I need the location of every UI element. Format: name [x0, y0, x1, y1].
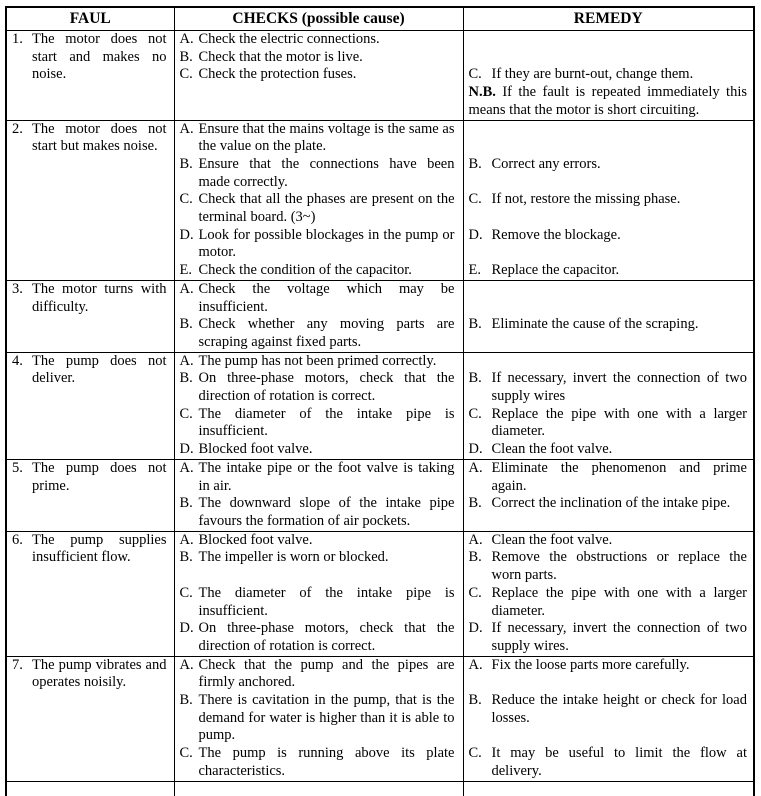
remedy-text: If they are burnt-out, change them. — [491, 66, 694, 83]
table-row — [7, 120, 753, 280]
check-cell — [175, 49, 464, 67]
remedy-label: D. — [468, 226, 483, 243]
check-cell — [175, 782, 464, 796]
check-item — [180, 66, 455, 84]
remedy-item — [469, 66, 748, 84]
check-remedy-pair — [175, 316, 754, 351]
check-cell — [175, 532, 464, 550]
nb-text: If the fault is repeated immediately this means that the motor is short circuiting. — [468, 84, 747, 118]
check-cell — [175, 156, 464, 191]
remedy-text: Correct the inclination of the intake pipe. — [491, 495, 731, 512]
check-item — [180, 316, 455, 351]
remedy-item — [469, 262, 748, 280]
remedy-cell — [464, 657, 754, 692]
fault-item — [12, 31, 167, 84]
check-cell — [175, 441, 464, 459]
check-item — [180, 262, 455, 280]
remedy-cell — [464, 121, 754, 156]
check-item — [180, 353, 455, 371]
check-remedy-pair — [175, 156, 754, 191]
remedy-text: If necessary, invert the connection of two supply wires — [491, 370, 747, 405]
fault-item — [12, 532, 167, 567]
check-remedy-pair — [175, 549, 754, 584]
check-cell — [175, 370, 464, 405]
remedy-item — [469, 441, 748, 459]
header-checks-column: CHECKS (possible cause) — [175, 8, 464, 30]
check-cell — [175, 549, 464, 584]
fault-text: The motor does not start but makes noise. — [32, 120, 167, 155]
remedy-item — [469, 620, 748, 655]
checks-remedy-pairs — [175, 281, 754, 352]
check-item — [180, 406, 455, 441]
troubleshooting-table — [5, 6, 755, 796]
remedy-cell — [464, 227, 754, 262]
fault-item — [12, 353, 167, 388]
remedy-label: E. — [468, 262, 481, 279]
check-cell — [175, 84, 464, 119]
remedy-cell — [464, 549, 754, 584]
check-item — [180, 191, 455, 226]
remedy-label: A. — [468, 656, 483, 673]
check-text: Check whether any moving parts are scraping against fixed parts. — [198, 316, 455, 350]
fault-item — [12, 460, 167, 495]
remedy-cell — [464, 460, 754, 495]
remedy-cell — [464, 495, 754, 530]
check-item — [180, 49, 455, 67]
check-remedy-pair — [175, 227, 754, 262]
fault-number: 3. — [12, 280, 23, 297]
fault-text: The pump supplies insufficient flow. — [32, 531, 167, 566]
remedy-cell — [464, 692, 754, 745]
fault-number: 2. — [12, 120, 23, 137]
check-remedy-pair — [175, 657, 754, 692]
check-text: Blocked foot valve. — [198, 531, 313, 548]
checks-remedy-pairs — [175, 353, 754, 459]
check-label: B. — [179, 549, 193, 566]
check-text: Check that all the phases are present on the terminal board. (3~) — [198, 191, 455, 226]
check-label: D. — [179, 620, 194, 637]
check-cell — [175, 353, 464, 371]
fault-number: 7. — [12, 656, 23, 673]
check-text: The intake pipe or the foot valve is taking in air. — [198, 459, 455, 494]
check-text: The pump has not been primed correctly. — [198, 352, 437, 369]
fault-text: The motor does not start and makes no noise. — [32, 31, 167, 83]
check-cell — [175, 316, 464, 351]
check-cell — [175, 31, 464, 49]
remedy-text: Clean the foot valve. — [491, 441, 613, 458]
remedy-item — [469, 549, 748, 584]
remedy-cell — [464, 281, 754, 316]
check-cell — [175, 262, 464, 280]
remedy-text: Fix the loose parts more carefully. — [491, 656, 690, 673]
remedy-label: A. — [468, 459, 483, 476]
check-item — [180, 532, 455, 550]
check-label: A. — [179, 120, 194, 137]
fault-item — [12, 281, 167, 316]
remedy-cell — [464, 49, 754, 67]
fault-cell — [7, 281, 175, 352]
check-remedy-pair — [175, 191, 754, 226]
remedy-cell — [464, 66, 754, 84]
check-remedy-pair — [175, 353, 754, 371]
remedy-label: D. — [468, 441, 483, 458]
check-text: The downward slope of the intake pipe favours the formation of air pockets. — [198, 495, 455, 529]
check-label: C. — [179, 66, 193, 83]
fault-number: 4. — [12, 352, 23, 369]
check-cell — [175, 121, 464, 156]
check-cell — [175, 745, 464, 780]
remedy-item — [469, 460, 748, 495]
check-item — [180, 460, 455, 495]
remedy-item — [469, 495, 748, 513]
check-label: A. — [179, 280, 194, 297]
remedy-label: C. — [468, 745, 482, 762]
check-cell — [175, 66, 464, 84]
remedy-cell — [464, 370, 754, 405]
check-remedy-pair — [175, 620, 754, 655]
remedy-item — [469, 191, 748, 209]
check-remedy-pair — [175, 406, 754, 441]
remedy-item — [469, 585, 748, 620]
remedy-cell — [464, 620, 754, 655]
table-row — [7, 656, 753, 781]
remedy-item — [469, 316, 748, 334]
check-remedy-pair — [175, 495, 754, 530]
check-item — [180, 281, 455, 316]
check-cell — [175, 227, 464, 262]
check-label: B. — [179, 495, 193, 512]
remedy-cell — [464, 262, 754, 280]
check-text: Ensure that the mains voltage is the same as the value on the plate. — [198, 120, 455, 155]
remedy-label: B. — [468, 692, 482, 709]
check-text: Check that the motor is live. — [198, 48, 363, 65]
check-label: B. — [179, 155, 193, 172]
remedy-text: Eliminate the cause of the scraping. — [491, 316, 699, 333]
remedy-label: B. — [468, 549, 482, 566]
remedy-label: C. — [468, 405, 482, 422]
fault-text: The pump does not prime. — [32, 459, 167, 494]
remedy-cell — [464, 441, 754, 459]
remedy-text: It may be useful to limit the flow at delivery. — [491, 745, 747, 779]
check-cell — [175, 406, 464, 441]
check-label: C. — [179, 405, 193, 422]
check-cell — [175, 620, 464, 655]
check-remedy-pair — [175, 49, 754, 67]
fault-cell — [7, 532, 175, 656]
nb-label: N.B. — [468, 84, 496, 101]
remedy-cell — [464, 353, 754, 371]
check-remedy-pair — [175, 370, 754, 405]
remedy-cell — [464, 156, 754, 191]
check-text: Ensure that the connections have been made correctly. — [198, 155, 455, 190]
check-remedy-pair — [175, 262, 754, 280]
check-item — [180, 31, 455, 49]
check-remedy-pair — [175, 532, 754, 550]
remedy-text: If necessary, invert the connection of two supply wires. — [491, 620, 747, 654]
check-text: The diameter of the intake pipe is insufficient. — [198, 405, 455, 440]
remedy-cell — [464, 532, 754, 550]
remedy-label: C. — [468, 191, 482, 208]
fault-cell — [7, 657, 175, 781]
check-remedy-pair — [175, 84, 754, 119]
check-text: There is cavitation in the pump, that is the demand for water is higher than it is able to pump. — [198, 692, 455, 744]
fault-number: 6. — [12, 531, 23, 548]
remedy-cell — [464, 745, 754, 780]
check-label: B. — [179, 370, 193, 387]
remedy-text: Replace the pipe with one with a larger diameter. — [491, 405, 747, 440]
remedy-item — [469, 156, 748, 174]
check-text: The impeller is worn or blocked. — [198, 549, 389, 566]
checks-remedy-pairs — [175, 782, 754, 796]
check-item — [180, 121, 455, 156]
checks-remedy-pairs — [175, 657, 754, 781]
check-cell — [175, 585, 464, 620]
fault-cell — [7, 353, 175, 459]
remedy-cell — [464, 406, 754, 441]
check-remedy-pair — [175, 692, 754, 745]
clipped-next-row — [7, 781, 753, 796]
remedy-text: If not, restore the missing phase. — [491, 191, 681, 208]
remedy-item — [469, 745, 748, 780]
check-cell — [175, 191, 464, 226]
remedy-text: Replace the pipe with one with a larger diameter. — [491, 584, 747, 619]
check-item — [180, 745, 455, 780]
remedy-label: B. — [468, 495, 482, 512]
check-text: Check the voltage which may be insufficient. — [198, 280, 455, 315]
remedy-label: A. — [468, 531, 483, 548]
check-item — [180, 585, 455, 620]
fault-cell — [7, 121, 175, 280]
check-text: Check the protection fuses. — [198, 66, 357, 83]
check-item — [180, 692, 455, 745]
table-rows — [7, 30, 753, 781]
remedy-item — [469, 692, 748, 727]
fault-cell — [7, 31, 175, 120]
check-label: E. — [179, 262, 192, 279]
fault-text: The pump vibrates and operates noisily. — [32, 656, 167, 691]
check-cell — [175, 657, 464, 692]
remedy-item — [469, 657, 748, 675]
remedy-text: Correct any errors. — [491, 155, 601, 172]
fault-number: 1. — [12, 31, 23, 47]
check-text: Blocked foot valve. — [198, 441, 313, 458]
check-label: C. — [179, 584, 193, 601]
check-label: D. — [179, 226, 194, 243]
check-label: A. — [179, 31, 194, 47]
remedy-cell — [464, 316, 754, 351]
table-row — [7, 352, 753, 459]
check-remedy-pair — [175, 281, 754, 316]
remedy-label: B. — [468, 316, 482, 333]
check-item — [180, 370, 455, 405]
check-label: A. — [179, 459, 194, 476]
remedy-text: Reduce the intake height or check for load losses. — [491, 692, 747, 726]
check-item — [180, 495, 455, 530]
check-label: A. — [179, 531, 194, 548]
check-item — [180, 227, 455, 262]
check-item — [180, 441, 455, 459]
check-cell — [175, 495, 464, 530]
fault-cell — [7, 782, 175, 796]
fault-item — [12, 657, 167, 692]
fault-text: The motor turns with difficulty. — [32, 280, 167, 315]
check-item — [180, 620, 455, 655]
remedy-label: D. — [468, 620, 483, 637]
remedy-label: C. — [468, 584, 482, 601]
check-text: Check the condition of the capacitor. — [198, 262, 412, 279]
check-remedy-pair — [175, 782, 754, 796]
remedy-text: Clean the foot valve. — [491, 531, 613, 548]
check-cell — [175, 692, 464, 745]
fault-item — [12, 121, 167, 156]
check-item — [180, 156, 455, 191]
remedy-item — [469, 532, 748, 550]
checks-remedy-pairs — [175, 532, 754, 656]
check-text: On three-phase motors, check that the direction of rotation is correct. — [198, 620, 455, 654]
remedy-cell — [464, 782, 754, 796]
remedy-cell — [464, 31, 754, 49]
check-label: C. — [179, 745, 193, 762]
check-text: Check that the pump and the pipes are firmly anchored. — [198, 656, 455, 691]
header-remedy-column: REMEDY — [573, 10, 643, 27]
check-remedy-pair — [175, 441, 754, 459]
check-remedy-pair — [175, 745, 754, 780]
remedy-cell — [464, 585, 754, 620]
fault-text: The pump does not deliver. — [32, 352, 167, 387]
check-label: C. — [179, 191, 193, 208]
table-row — [7, 280, 753, 352]
remedy-item — [469, 227, 748, 245]
table-row — [7, 459, 753, 531]
remedy-cell — [464, 84, 754, 119]
check-text: Check the electric connections. — [198, 31, 380, 47]
fault-cell — [7, 460, 175, 531]
check-label: A. — [179, 656, 194, 673]
check-remedy-pair — [175, 585, 754, 620]
remedy-text: Eliminate the phenomenon and prime again. — [491, 459, 747, 494]
check-remedy-pair — [175, 66, 754, 84]
header-fault-column: FAUL — [7, 8, 175, 30]
remedy-cell — [464, 191, 754, 226]
check-remedy-pair — [175, 121, 754, 156]
remedy-text: Remove the blockage. — [491, 226, 621, 243]
checks-remedy-pairs — [175, 31, 754, 120]
checks-remedy-pairs — [175, 460, 754, 531]
remedy-text: Replace the capacitor. — [491, 262, 620, 279]
table-row — [7, 531, 753, 656]
check-text: On three-phase motors, check that the direction of rotation is correct. — [198, 370, 455, 405]
check-remedy-pair — [175, 460, 754, 495]
check-text: The diameter of the intake pipe is insufficient. — [198, 584, 455, 619]
checks-remedy-pairs — [175, 121, 754, 280]
check-remedy-pair — [175, 31, 754, 49]
check-item — [180, 549, 455, 567]
check-text: Look for possible blockages in the pump or motor. — [198, 226, 455, 261]
remedy-label: B. — [468, 155, 482, 172]
check-label: B. — [179, 316, 193, 333]
check-cell — [175, 281, 464, 316]
remedy-item — [469, 370, 748, 405]
check-label: D. — [179, 441, 194, 458]
check-label: B. — [179, 48, 193, 65]
check-label: B. — [179, 692, 193, 709]
nb-note — [469, 84, 748, 119]
remedy-label: C. — [468, 66, 482, 83]
check-label: A. — [179, 352, 194, 369]
check-cell — [175, 460, 464, 495]
remedy-item — [469, 406, 748, 441]
remedy-label: B. — [468, 370, 482, 387]
check-item — [180, 657, 455, 692]
fault-number: 5. — [12, 459, 23, 476]
check-text: The pump is running above its plate characteristics. — [198, 745, 455, 779]
table-header — [7, 8, 753, 30]
table-row — [7, 30, 753, 120]
remedy-text: Remove the obstructions or replace the worn parts. — [491, 549, 747, 584]
